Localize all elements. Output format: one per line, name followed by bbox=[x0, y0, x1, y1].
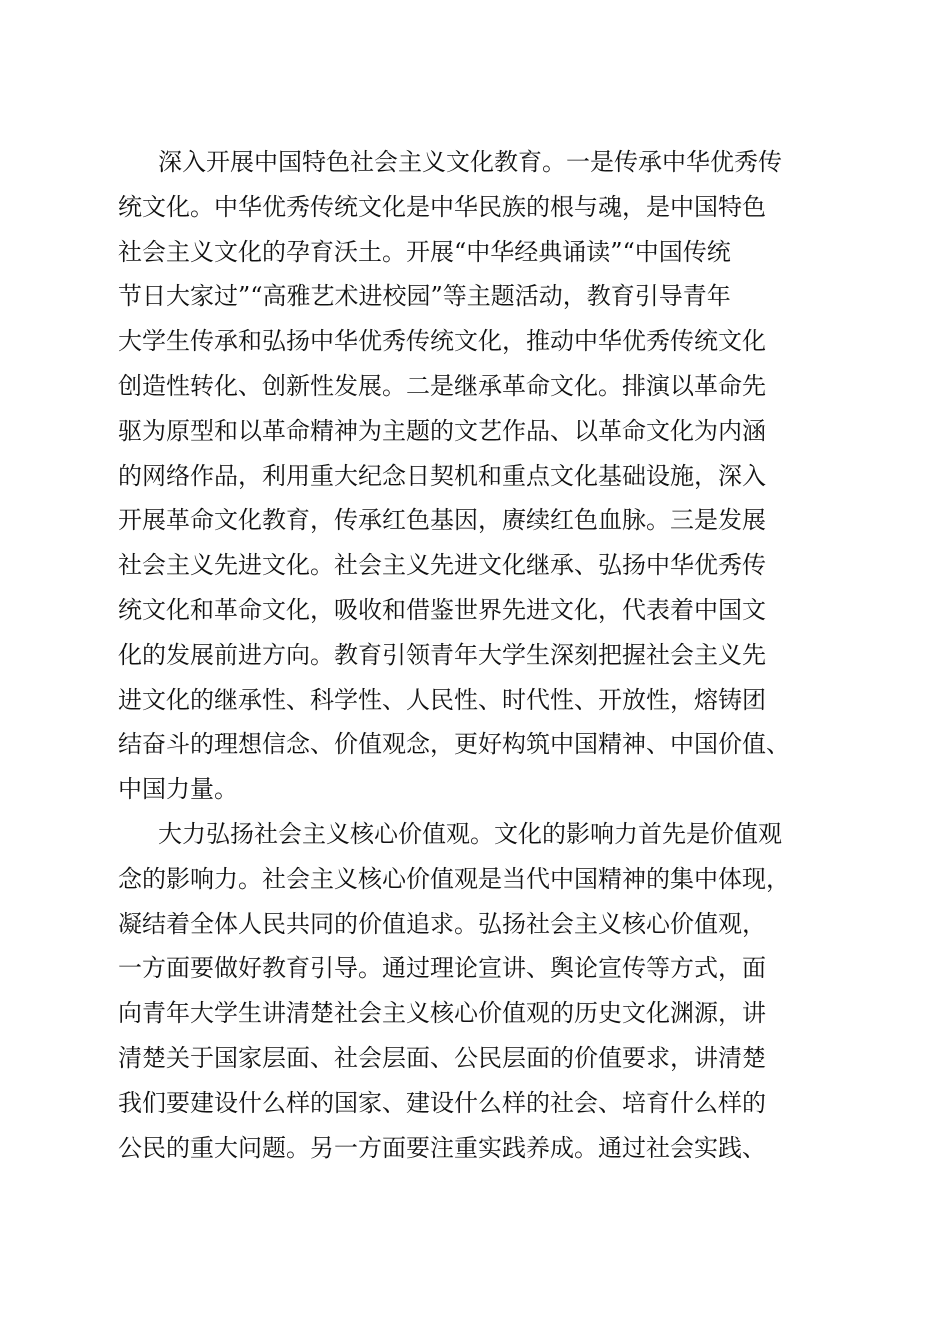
paragraph-1-line-6: 创造性转化、创新性发展。二是继承革命文化。排演以革命先 bbox=[118, 371, 766, 400]
paragraph-1-line-5: 大学生传承和弘扬中华优秀传统文化，推动中华优秀传统文化 bbox=[118, 327, 766, 356]
paragraph-2-line-7: 我们要建设什么样的国家、建设什么样的社会、培育什么样的 bbox=[118, 1088, 766, 1117]
paragraph-1-line-8: 的网络作品，利用重大纪念日契机和重点文化基础设施，深入 bbox=[118, 461, 766, 490]
paragraph-1-line-11: 统文化和革命文化，吸收和借鉴世界先进文化，代表着中国文 bbox=[118, 595, 766, 624]
paragraph-1-line-12: 化的发展前进方向。教育引领青年大学生深刻把握社会主义先 bbox=[118, 640, 766, 669]
paragraph-2-line-1: 大力弘扬社会主义核心价值观。文化的影响力首先是价值观 bbox=[158, 819, 782, 848]
paragraph-2-line-8: 公民的重大问题。另一方面要注重实践养成。通过社会实践、 bbox=[118, 1133, 766, 1162]
paragraph-1-line-9: 开展革命文化教育，传承红色基因，赓续红色血脉。三是发展 bbox=[118, 506, 766, 535]
paragraph-2-line-6: 清楚关于国家层面、社会层面、公民层面的价值要求，讲清楚 bbox=[118, 1043, 766, 1072]
paragraph-2-line-5: 向青年大学生讲清楚社会主义核心价值观的历史文化渊源，讲 bbox=[118, 999, 766, 1028]
paragraph-2-line-2: 念的影响力。社会主义核心价值观是当代中国精神的集中体现， bbox=[118, 864, 790, 893]
paragraph-1-line-4: 节日大家过”“高雅艺术进校园”等主题活动，教育引导青年 bbox=[118, 282, 731, 311]
paragraph-1-line-7: 驱为原型和以革命精神为主题的文艺作品、以革命文化为内涵 bbox=[118, 416, 766, 445]
paragraph-2-line-3: 凝结着全体人民共同的价值追求。弘扬社会主义核心价值观， bbox=[118, 909, 766, 938]
paragraph-1-line-10: 社会主义先进文化。社会主义先进文化继承、弘扬中华优秀传 bbox=[118, 551, 766, 580]
paragraph-1-line-15: 中国力量。 bbox=[118, 775, 238, 804]
paragraph-1-line-14: 结奋斗的理想信念、价值观念，更好构筑中国精神、中国价值、 bbox=[118, 730, 790, 759]
document-body bbox=[118, 140, 838, 1170]
paragraph-1-line-1: 深入开展中国特色社会主义文化教育。一是传承中华优秀传 bbox=[158, 148, 782, 176]
paragraph-1-line-13: 进文化的继承性、科学性、人民性、时代性、开放性，熔铸团 bbox=[118, 685, 766, 714]
paragraph-1-line-2: 统文化。中华优秀传统文化是中华民族的根与魂，是中国特色 bbox=[118, 192, 766, 221]
paragraph-2-line-4: 一方面要做好教育引导。通过理论宣讲、舆论宣传等方式，面 bbox=[118, 954, 766, 983]
paragraph-1-line-3: 社会主义文化的孕育沃土。开展“中华经典诵读”“中国传统 bbox=[118, 237, 731, 266]
